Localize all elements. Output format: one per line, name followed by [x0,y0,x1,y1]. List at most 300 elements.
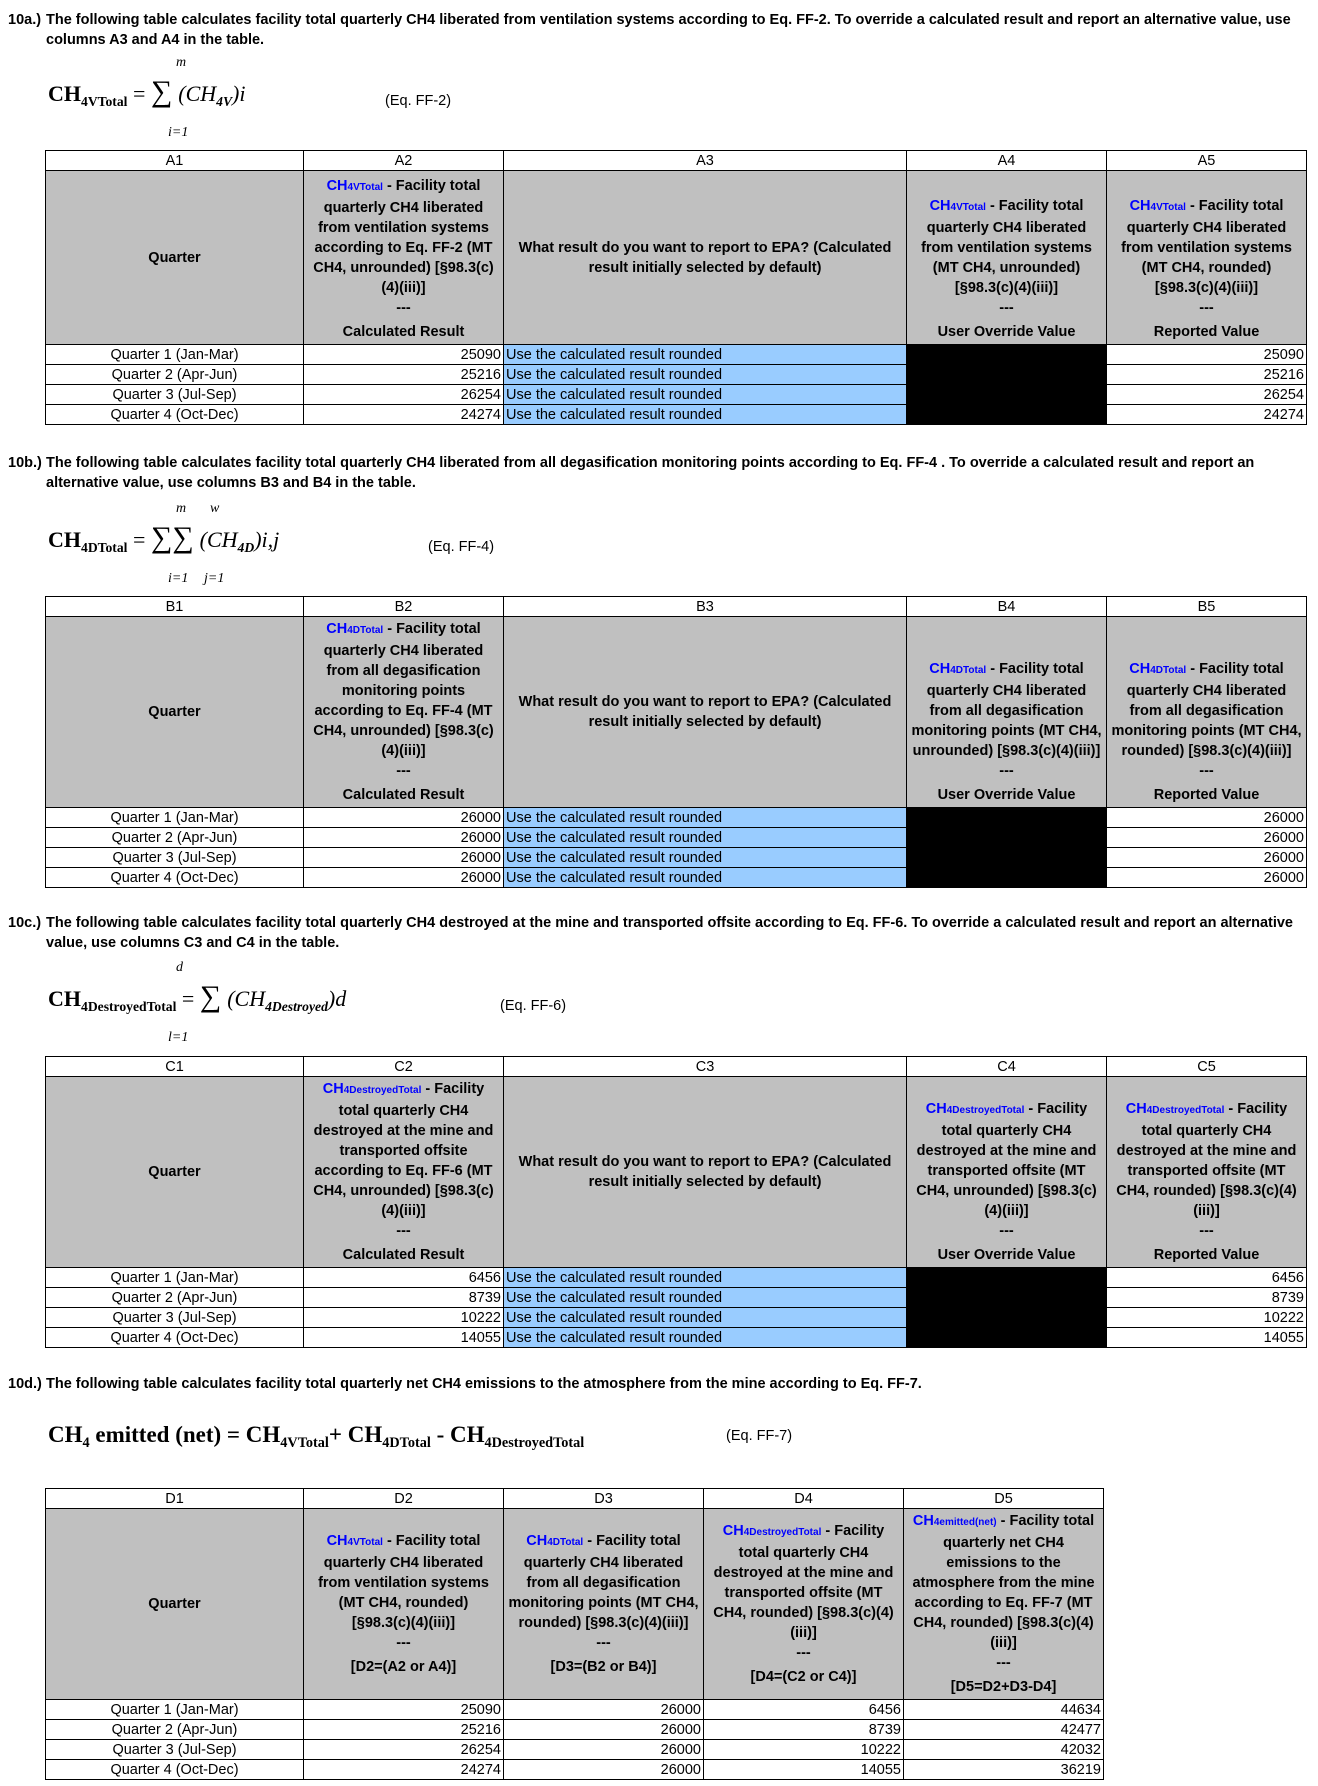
table-row [46,345,1307,365]
net-emissions-table [45,1488,1104,1780]
override-input[interactable] [907,1288,1107,1308]
text: A2 [394,152,413,169]
d3-value [504,1760,704,1780]
separator: --- [1199,763,1214,779]
text: Quarter 4 (Oct-Dec) [110,406,239,423]
text: l=1 [168,1030,189,1045]
text: Quarter 4 (Oct-Dec) [110,1329,239,1346]
text: D5 [994,1490,1013,1507]
symbol-subscript: 4DestroyedTotal [343,1085,422,1096]
text: 24274 [460,1761,501,1778]
report-selection-dropdown[interactable] [504,848,907,868]
text: Use the calculated result rounded [506,1289,723,1306]
selection-header [504,1077,907,1268]
text: 26000 [660,1701,701,1718]
eq-subscript: 4VTotal [81,93,128,109]
text: 26000 [460,809,501,826]
section-number: 10d.) [8,1376,42,1392]
section-description: The following table calculates facility total quarterly CH4 liberated from all degasification monitoring points according to Eq. FF-4 . To override a calculated result and report an alternative value, use columns B3 and B4 in the table. [46,455,1255,491]
separator: --- [996,1655,1011,1671]
header-footer: [D2=(A2 or A4)] [350,1659,457,1675]
column-id [1107,1057,1307,1077]
header-description: - Facility total quarterly CH4 destroyed at the mine and transported offsite (MT CH4, rounded) [§98.3(c)(4)(iii)] [1116,1101,1297,1219]
quarter-header [46,617,304,808]
d4-header [704,1509,904,1700]
text: 26000 [660,1761,701,1778]
text: 14055 [860,1761,901,1778]
separator: --- [396,763,411,779]
text: m [176,55,187,70]
text: 6456 [468,1269,501,1286]
override-input[interactable] [907,345,1107,365]
symbol: CH [526,1533,548,1549]
selection-header [504,617,907,808]
d2-value [304,1720,504,1740]
text: C2 [394,1058,413,1075]
symbol-subscript: 4emitted(net) [933,1517,997,1528]
header-footer: User Override Value [937,787,1076,803]
header-footer: User Override Value [937,1247,1076,1263]
text: 36219 [1060,1761,1101,1778]
symbol: CH [326,178,348,194]
text: A1 [165,152,184,169]
table-row [46,405,1307,425]
sum-lower-limit [168,1030,188,1046]
section-description: The following table calculates facility total quarterly net CH4 emissions to the atmosphere from the mine according to Eq. FF-7. [46,1376,922,1392]
table-row [46,1288,1307,1308]
table-row [46,848,1307,868]
report-selection-dropdown[interactable] [504,1328,907,1348]
column-id [1107,151,1307,171]
text: Use the calculated result rounded [506,386,723,403]
text: 25216 [460,366,501,383]
text: w [210,501,220,516]
override-header [907,617,1107,808]
report-selection-dropdown[interactable] [504,345,907,365]
report-selection-dropdown[interactable] [504,365,907,385]
text: 10222 [1263,1309,1304,1326]
quarter-label [46,385,304,405]
report-selection-dropdown[interactable] [504,808,907,828]
d5-header [904,1509,1104,1700]
quarter-label [46,405,304,425]
equation [48,75,246,110]
text: Quarter [148,1596,201,1612]
header-footer: [D5=D2+D3-D4] [950,1679,1057,1695]
override-input[interactable] [907,868,1107,888]
text: Quarter 2 (Apr-Jun) [111,829,238,846]
header-row [46,1509,1104,1700]
symbol-subscript: 4DTotal [347,625,384,636]
text: 24274 [460,406,501,423]
text: 26000 [460,829,501,846]
table-row [46,1328,1307,1348]
reported-value [1107,1308,1307,1328]
table-row [46,1308,1307,1328]
quarter-label [46,1720,304,1740]
text: 42032 [1060,1741,1101,1758]
text: Quarter [148,704,201,720]
column-id-row [46,1489,1104,1509]
reported-value [1107,1288,1307,1308]
header-description: - Facility total quarterly CH4 destroyed at the mine and transported offsite (MT CH4, rounded) [§98.3(c)(4)(iii)] [713,1523,894,1641]
sum-upper-limit [176,501,186,517]
text: 26000 [1263,829,1304,846]
column-id [304,151,504,171]
text: What result do you want to report to EPA? (Calculated result initially selected by default) [518,1154,892,1190]
text: Use the calculated result rounded [506,849,723,866]
eq-symbol: (CH [178,81,217,106]
d4-value [704,1740,904,1760]
eq-subscript: 4VTotal [280,1434,329,1451]
text: 6456 [868,1701,901,1718]
d2-value [304,1760,504,1780]
equation-label [428,539,494,555]
text: 26000 [1263,809,1304,826]
symbol-subscript: 4DestroyedTotal [946,1105,1025,1116]
text: B3 [696,598,714,615]
text: Use the calculated result rounded [506,366,723,383]
text: d [176,960,183,975]
text: (Eq. FF-7) [726,1428,793,1444]
text: Quarter 3 (Jul-Sep) [112,386,237,403]
text: 25216 [460,1721,501,1738]
text: Use the calculated result rounded [506,1269,723,1286]
quarter-label [46,1700,304,1720]
sigma-icon: ∑ [199,980,222,1013]
calculated-value [304,365,504,385]
text: 26254 [1263,386,1304,403]
symbol: CH [1125,1101,1147,1117]
separator: --- [999,300,1014,316]
reported-value [1107,365,1307,385]
equation [48,980,346,1015]
results-table [45,596,1307,888]
eq-term: emitted (net) = CH [89,1422,281,1447]
symbol-subscript: 4VTotal [347,1537,383,1548]
text: 10222 [460,1309,501,1326]
column-id [304,597,504,617]
d4-value [704,1700,904,1720]
d4-value [704,1760,904,1780]
header-description: - Facility total quarterly CH4 liberated from all degasification monitoring points (MT CH4, rounded) [§98.3(c)(4)(iii)] [1111,661,1302,759]
eq-symbol: (CH [227,986,266,1011]
column-id [504,597,907,617]
header-footer: [D4=(C2 or C4)] [750,1669,857,1685]
eq-subscript: 4V [216,93,233,109]
calculated-value [304,848,504,868]
column-id [46,1489,304,1509]
equation-label [385,93,451,109]
text: C1 [165,1058,184,1075]
calculated-value [304,828,504,848]
eq-symbol: CH [48,986,81,1011]
reported-value [1107,1328,1307,1348]
text: What result do you want to report to EPA? (Calculated result initially selected by default) [518,694,892,730]
header-description: - Facility total quarterly CH4 liberated from ventilation systems (MT CH4, rounded) [§98.3(c)(4)(iii)] [1121,198,1292,296]
d3-value [504,1720,704,1740]
text: 26254 [460,386,501,403]
column-id [46,151,304,171]
calculated-value [304,345,504,365]
text: 8739 [868,1721,901,1738]
d5-value [904,1720,1104,1740]
text: 14055 [460,1329,501,1346]
quarter-label [46,828,304,848]
report-selection-dropdown[interactable] [504,1268,907,1288]
text: i=1 [168,571,189,586]
sigma-icon: ∑ [172,521,194,554]
text: 26254 [460,1741,501,1758]
calculated-value [304,385,504,405]
header-description: - Facility total quarterly CH4 liberated from all degasification monitoring points according to Eq. FF-4 (MT CH4, unrounded) [§98.3(c)(4)(iii)] [313,621,494,759]
symbol: CH [1129,661,1151,677]
override-input[interactable] [907,405,1107,425]
symbol-subscript: 4VTotal [347,182,383,193]
calculated-value [304,1268,504,1288]
separator: --- [999,1223,1014,1239]
equation-label [726,1428,792,1444]
override-input[interactable] [907,1328,1107,1348]
quarter-label [46,848,304,868]
sigma-icon: ∑ [150,521,173,554]
text: C4 [997,1058,1016,1075]
symbol-subscript: 4VTotal [950,202,986,213]
separator: --- [796,1645,811,1661]
text: Use the calculated result rounded [506,869,723,886]
text: j=1 [204,571,225,586]
table-row [46,1740,1104,1760]
report-selection-dropdown[interactable] [504,405,907,425]
reported-header [1107,171,1307,345]
eq-term: + CH [328,1422,383,1447]
header-footer: User Override Value [937,324,1076,340]
text: Quarter 4 (Oct-Dec) [110,1761,239,1778]
text: i=1 [168,125,189,140]
column-id [907,597,1107,617]
text: Quarter 2 (Apr-Jun) [111,366,238,383]
d5-value [904,1740,1104,1760]
text: 26000 [1263,869,1304,886]
header-description: - Facility total quarterly net CH4 emissions to the atmosphere from the mine according to Eq. FF-7 (MT CH4, rounded) [§98.3(c)(4)(iii)] [912,1513,1095,1651]
table-row [46,808,1307,828]
separator: --- [1199,300,1214,316]
report-selection-dropdown[interactable] [504,385,907,405]
calculated-value [304,868,504,888]
reported-value [1107,848,1307,868]
eq-subscript: 4DTotal [81,539,128,555]
column-id [907,151,1107,171]
equals-sign: = [127,527,151,552]
table-row [46,1720,1104,1740]
reported-value [1107,405,1307,425]
table-row [46,1268,1307,1288]
table-row [46,385,1307,405]
text: Use the calculated result rounded [506,406,723,423]
column-id-row [46,1057,1307,1077]
text: 14055 [1263,1329,1304,1346]
text: 25090 [460,1701,501,1718]
d2-value [304,1700,504,1720]
sum-lower-limit [168,571,188,587]
text: m [176,501,187,516]
report-selection-dropdown[interactable] [504,1288,907,1308]
section-number: 10b.) [8,455,42,471]
quarter-header [46,1077,304,1268]
table-row [46,828,1307,848]
text: 26000 [460,849,501,866]
override-input[interactable] [907,808,1107,828]
symbol: CH [722,1523,744,1539]
header-description: - Facility total quarterly CH4 destroyed at the mine and transported offsite according to Eq. FF-6 (MT CH4, unrounded) [§98.3(c)(4)(iii)] [313,1081,494,1219]
eq-subscript: 4Destroyed [265,998,328,1014]
eq-symbol: CH [48,527,81,552]
calculated-value [304,405,504,425]
header-footer: Calculated Result [342,324,465,340]
calculated-header [304,617,504,808]
text: Quarter 3 (Jul-Sep) [112,1741,237,1758]
override-input[interactable] [907,385,1107,405]
report-selection-dropdown[interactable] [504,828,907,848]
equals-sign: = [176,986,200,1011]
calculated-header [304,1077,504,1268]
override-input[interactable] [907,365,1107,385]
quarter-label [46,1328,304,1348]
text: Use the calculated result rounded [506,1329,723,1346]
text: Use the calculated result rounded [506,1309,723,1326]
symbol-subscript: 4DTotal [950,665,987,676]
override-input[interactable] [907,828,1107,848]
calculated-value [304,808,504,828]
eq-symbol: CH [48,81,81,106]
symbol: CH [925,1101,947,1117]
column-id [704,1489,904,1509]
section-title [8,10,1298,50]
quarter-label [46,1288,304,1308]
reported-value [1107,345,1307,365]
calculated-header [304,171,504,345]
column-id [46,1057,304,1077]
text: Quarter 3 (Jul-Sep) [112,1309,237,1326]
eq-subscript: 4 [82,1434,90,1451]
symbol: CH [322,1081,344,1097]
override-input[interactable] [907,1268,1107,1288]
text: B5 [1197,598,1216,615]
text: Use the calculated result rounded [506,829,723,846]
quarter-label [46,808,304,828]
column-id [304,1057,504,1077]
sum-lower-limit [204,571,224,587]
text: B1 [165,598,184,615]
reported-value [1107,868,1307,888]
equation [48,521,279,556]
quarter-label [46,1308,304,1328]
sum-upper-limit [176,960,183,976]
separator: --- [1199,1223,1214,1239]
table-row [46,365,1307,385]
symbol-subscript: 4VTotal [1150,202,1186,213]
d5-value [904,1700,1104,1720]
d3-value [504,1740,704,1760]
equation-label [500,998,566,1014]
text: 8739 [468,1289,501,1306]
header-description: - Facility total quarterly CH4 liberated from ventilation systems (MT CH4, rounded) [§98.3(c)(4)(iii)] [318,1533,489,1631]
text: (Eq. FF-6) [500,998,567,1014]
column-id [46,597,304,617]
text: 26000 [660,1721,701,1738]
report-selection-dropdown[interactable] [504,1308,907,1328]
override-input[interactable] [907,1308,1107,1328]
eq-subscript: 4D [237,539,255,555]
text: Quarter [148,1164,201,1180]
symbol: CH [326,621,348,637]
equation [48,1422,584,1452]
quarter-header [46,171,304,345]
quarter-label [46,1740,304,1760]
eq-index: )i,j [254,527,280,552]
results-table [45,150,1307,425]
symbol: CH [912,1513,934,1529]
reported-value [1107,385,1307,405]
text: 25216 [1263,366,1304,383]
table-row [46,1760,1104,1780]
symbol-subscript: 4DTotal [1150,665,1187,676]
section-title [8,453,1298,493]
column-id [504,1489,704,1509]
eq-term: CH [48,1422,83,1447]
quarter-header [46,1509,304,1700]
column-id [504,1057,907,1077]
d2-value [304,1740,504,1760]
column-id-row [46,151,1307,171]
header-description: - Facility total quarterly CH4 liberated from ventilation systems (MT CH4, unrounded) [§98.3(c)(4)(iii)] [921,198,1092,296]
eq-subscript: 4DestroyedTotal [81,998,177,1014]
column-id [304,1489,504,1509]
text: D1 [165,1490,184,1507]
text: (Eq. FF-2) [385,93,452,109]
results-table [45,1056,1307,1348]
table-row [46,868,1307,888]
quarter-label [46,868,304,888]
reported-value [1107,1268,1307,1288]
eq-subscript: 4DTotal [382,1434,431,1451]
text: A3 [696,152,714,169]
separator: --- [596,1635,611,1651]
column-id [907,1057,1107,1077]
text: Quarter 2 (Apr-Jun) [111,1289,238,1306]
column-id [904,1489,1104,1509]
text: Quarter 4 (Oct-Dec) [110,869,239,886]
separator: --- [396,1635,411,1651]
sum-upper-limit [176,55,186,71]
header-row [46,171,1307,345]
table-row [46,1700,1104,1720]
section-title [8,913,1298,953]
text: 6456 [1271,1269,1304,1286]
reported-header [1107,1077,1307,1268]
report-selection-dropdown[interactable] [504,868,907,888]
override-input[interactable] [907,848,1107,868]
text: Quarter 1 (Jan-Mar) [110,1701,239,1718]
eq-index: )i [232,81,246,106]
header-description: - Facility total quarterly CH4 liberated from all degasification monitoring points (MT CH4, unrounded) [§98.3(c)(4)(iii)] [911,661,1102,759]
text: Quarter 1 (Jan-Mar) [110,1269,239,1286]
header-footer: [D3=(B2 or B4)] [550,1659,657,1675]
text: A5 [1197,152,1216,169]
text: 25090 [1263,346,1304,363]
section-description: The following table calculates facility total quarterly CH4 destroyed at the mine and transported offsite according to Eq. FF-6. To override a calculated result and report an alternative value, use columns C3 and C4 in the table. [46,915,1293,951]
eq-index: )d [327,986,347,1011]
